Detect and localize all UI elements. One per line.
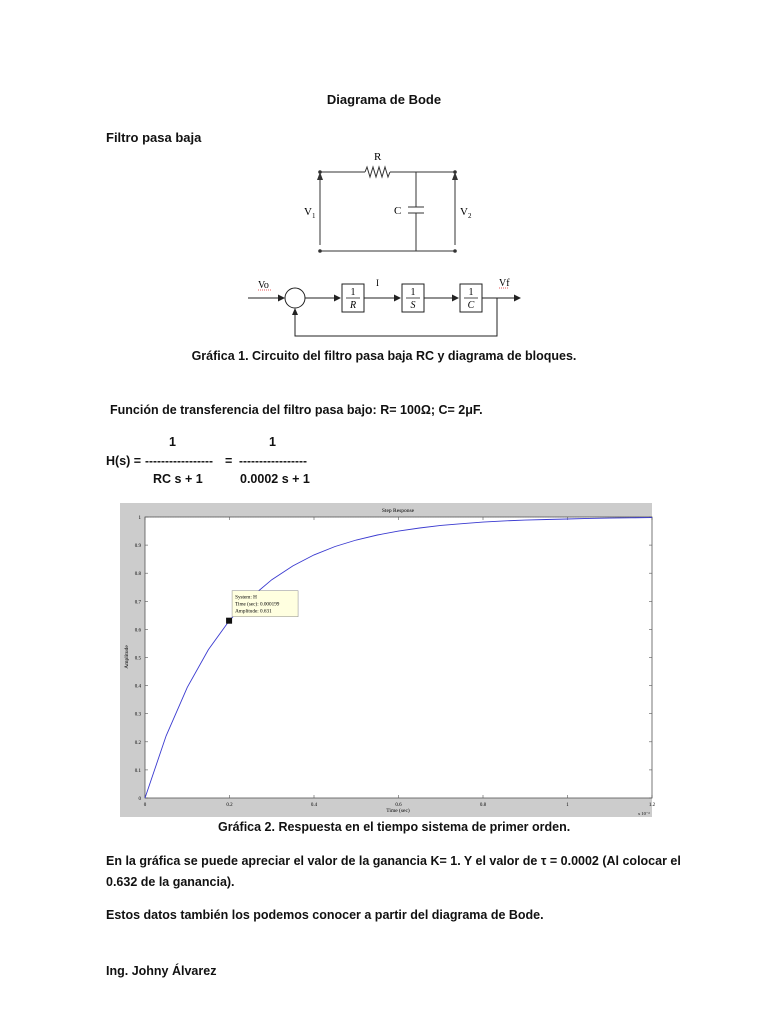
page-title: Diagrama de Bode [326, 92, 442, 107]
transfer-den-1: RC s + 1 [153, 472, 203, 486]
y-tick-label: 0.5 [134, 656, 141, 662]
resistor-symbol [365, 167, 390, 177]
datatip-text: System: H [235, 594, 257, 601]
v-in-label: $V_1$ [304, 206, 316, 220]
transfer-den-2: 0.0002 s + 1 [240, 472, 310, 486]
x-tick-label: 0.4 [310, 803, 318, 808]
x-tick-label: 0.6 [395, 803, 402, 808]
svg-text:C: C [467, 300, 475, 311]
transfer-equals: = [225, 454, 233, 468]
capacitor-label: C [394, 205, 402, 217]
y-tick-label: 0.9 [134, 544, 141, 550]
datatip-text: Time (sec): 0.000199 [235, 601, 280, 608]
y-tick-label: 0.2 [134, 740, 141, 746]
y-tick-label: 0.3 [134, 712, 141, 718]
svg-text:1: 1 [350, 287, 356, 298]
x-tick-label: 1 [566, 803, 569, 808]
resistor-label: R [374, 151, 382, 163]
chart-title: Step Response [381, 508, 415, 514]
x-exponent-label: x 10⁻³ [638, 811, 650, 816]
author-signature: Ing. Johny Álvarez [106, 964, 217, 978]
transfer-num-1: 1 [169, 435, 176, 449]
datatip-marker [226, 618, 232, 624]
rc-circuit-diagram [290, 145, 490, 260]
vo-label: Vo [258, 280, 269, 291]
caption-figure-1: Gráfica 1. Circuito del filtro pasa baja RC y diagrama de bloques. [191, 349, 577, 363]
y-tick-label: 0.7 [134, 600, 141, 606]
y-tick-label: 0.8 [134, 572, 141, 578]
x-tick-label: 0 [143, 803, 147, 808]
step-response-figure [120, 503, 656, 817]
svg-text:1: 1 [468, 287, 474, 298]
vf-label: Vf [499, 278, 510, 289]
y-tick-label: 0.4 [134, 684, 141, 690]
paragraph-2: Estos datos también los podemos conocer a partir del diagrama de Bode. [106, 908, 544, 922]
summing-junction [285, 288, 305, 308]
y-tick-label: 0.6 [134, 628, 141, 634]
section-heading: Filtro pasa baja [106, 130, 202, 145]
svg-text:1: 1 [410, 287, 416, 298]
caption-figure-2: Gráfica 2. Respuesta en el tiempo sistema de primer orden. [218, 820, 571, 834]
paragraph-1-line-1: En la gráfica se puede apreciar el valor de la ganancia K= 1. Y el valor de τ = 0.0002 (Al colocar el [106, 854, 681, 868]
x-tick-label: 1.2 [648, 803, 656, 808]
y-axis-label: Amplitude [124, 645, 130, 669]
transfer-lhs: H(s) = [106, 454, 142, 468]
y-tick-label: 1 [138, 516, 141, 521]
current-label: I [376, 278, 379, 288]
transfer-dashes-2: ----------------- [239, 454, 307, 468]
svg-text:S: S [410, 300, 416, 311]
plot-area [145, 517, 652, 798]
v-out-label: $V_2$ [460, 206, 472, 220]
x-tick-label: 0.8 [479, 803, 487, 808]
transfer-intro: Función de transferencia del filtro pasa bajo: R= 100Ω; C= 2μF. [110, 403, 483, 417]
y-tick-label: 0.1 [134, 768, 141, 774]
x-axis-label: Time (sec) [386, 808, 410, 814]
transfer-dashes-1: ----------------- [145, 454, 213, 468]
step-response-chart [120, 503, 656, 817]
paragraph-1-line-2: 0.632 de la ganancia). [106, 875, 235, 889]
block-diagram [240, 272, 530, 344]
x-tick-label: 0.2 [226, 803, 233, 808]
transfer-num-2: 1 [269, 435, 276, 449]
datatip-text: Amplitude: 0.631 [235, 608, 272, 615]
y-tick-label: 0 [138, 797, 141, 802]
svg-text:R: R [349, 300, 357, 311]
